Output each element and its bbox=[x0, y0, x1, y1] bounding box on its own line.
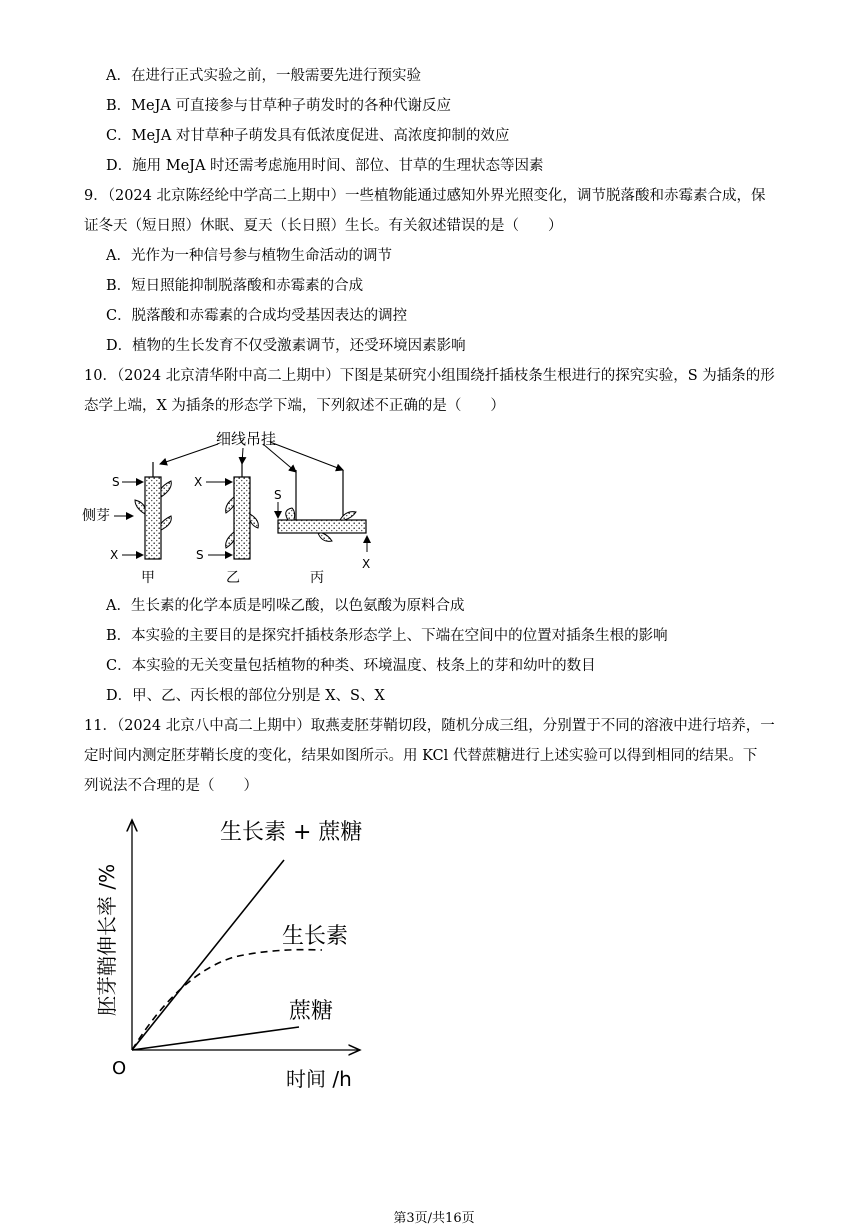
label-yi: 乙 bbox=[226, 570, 240, 586]
elongation-chart bbox=[84, 812, 384, 1097]
bing-s-label: S bbox=[274, 488, 282, 502]
hanging-thread-label: 细线吊挂 bbox=[216, 430, 277, 448]
bing-x-label: X bbox=[362, 557, 371, 571]
q8-option-d: D．施用 MeJA 时还需考虑施用时间、部位、甘草的生理状态等因素 bbox=[106, 158, 544, 174]
q11-stem-line3: 列说法不合理的是（ ） bbox=[84, 778, 258, 794]
cutting-yi bbox=[226, 462, 259, 559]
yi-x-label: X bbox=[194, 475, 203, 489]
cutting-jia bbox=[135, 462, 171, 559]
q10-stem-line1: 10．（2024 北京清华附中高二上期中）下图是某研究小组围绕扦插枝条生根进行的探究实验，S 为插条的形 bbox=[84, 368, 775, 384]
q9-option-d: D．植物的生长发育不仅受激素调节，还受环境因素影响 bbox=[106, 338, 466, 354]
q9-stem-line1: 9．（2024 北京陈经纶中学高二上期中）一些植物能通过感知外界光照变化，调节脱落酸和赤霉素合成，保 bbox=[84, 188, 766, 204]
q10-option-c: C．本实验的无关变量包括植物的种类、环境温度、枝条上的芽和幼叶的数目 bbox=[106, 658, 596, 674]
q9-option-b: B．短日照能抑制脱落酸和赤霉素的合成 bbox=[106, 278, 364, 294]
q10-option-a: A．生长素的化学本质是吲哚乙酸，以色氨酸为原料合成 bbox=[106, 598, 465, 614]
q9-option-c: C．脱落酸和赤霉素的合成均受基因表达的调控 bbox=[106, 308, 408, 324]
label-jia: 甲 bbox=[141, 570, 155, 586]
jia-s-label: S bbox=[112, 475, 120, 489]
label-bing: 丙 bbox=[310, 570, 324, 586]
q8-option-c: C．MeJA 对甘草种子萌发具有低浓度促进、高浓度抑制的效应 bbox=[106, 128, 510, 144]
q8-option-b: B．MeJA 可直接参与甘草种子萌发时的各种代谢反应 bbox=[106, 98, 451, 114]
jia-x-label: X bbox=[110, 548, 119, 562]
q9-stem-line2: 证冬天（短日照）休眠、夏天（长日照）生长。有关叙述错误的是（ ） bbox=[84, 218, 563, 234]
q9-option-a: A．光作为一种信号参与植物生命活动的调节 bbox=[106, 248, 392, 264]
page-footer: 第3页/共16页 bbox=[393, 1211, 475, 1226]
q11-stem-line2: 定时间内测定胚芽鞘长度的变化，结果如图所示。用 KCl 代替蔗糖进行上述实验可以得到相同的结果。下 bbox=[84, 748, 758, 764]
series-auxin-sucrose-label: 生长素 + 蔗糖 bbox=[220, 820, 363, 845]
q10-option-d: D．甲、乙、丙长根的部位分别是 X、S、X bbox=[106, 688, 385, 704]
x-axis-label: 时间 /h bbox=[286, 1067, 352, 1091]
yi-s-label: S bbox=[196, 548, 204, 562]
cutting-diagram bbox=[78, 422, 388, 587]
series-auxin-label: 生长素 bbox=[282, 924, 349, 949]
cutting-bing bbox=[278, 470, 366, 541]
q8-option-a: A．在进行正式实验之前，一般需要先进行预实验 bbox=[106, 68, 421, 84]
series-sucrose-line bbox=[132, 1027, 299, 1050]
q10-stem-line2: 态学上端，X 为插条的形态学下端，下列叙述不正确的是（ ） bbox=[84, 398, 505, 414]
series-sucrose-label: 蔗糖 bbox=[289, 999, 334, 1024]
origin-label: O bbox=[112, 1058, 127, 1079]
q11-stem-line1: 11．（2024 北京八中高二上期中）取燕麦胚芽鞘切段，随机分成三组，分别置于不同的溶液中进行培养，一 bbox=[84, 718, 775, 734]
series-auxin-sucrose-line bbox=[132, 860, 284, 1050]
q10-option-b: B．本实验的主要目的是探究扦插枝条形态学上、下端在空间中的位置对插条生根的影响 bbox=[106, 628, 668, 644]
y-axis-label: 胚芽鞘伸长率 /% bbox=[95, 863, 119, 1016]
side-bud-label: 侧芽 bbox=[82, 508, 110, 524]
